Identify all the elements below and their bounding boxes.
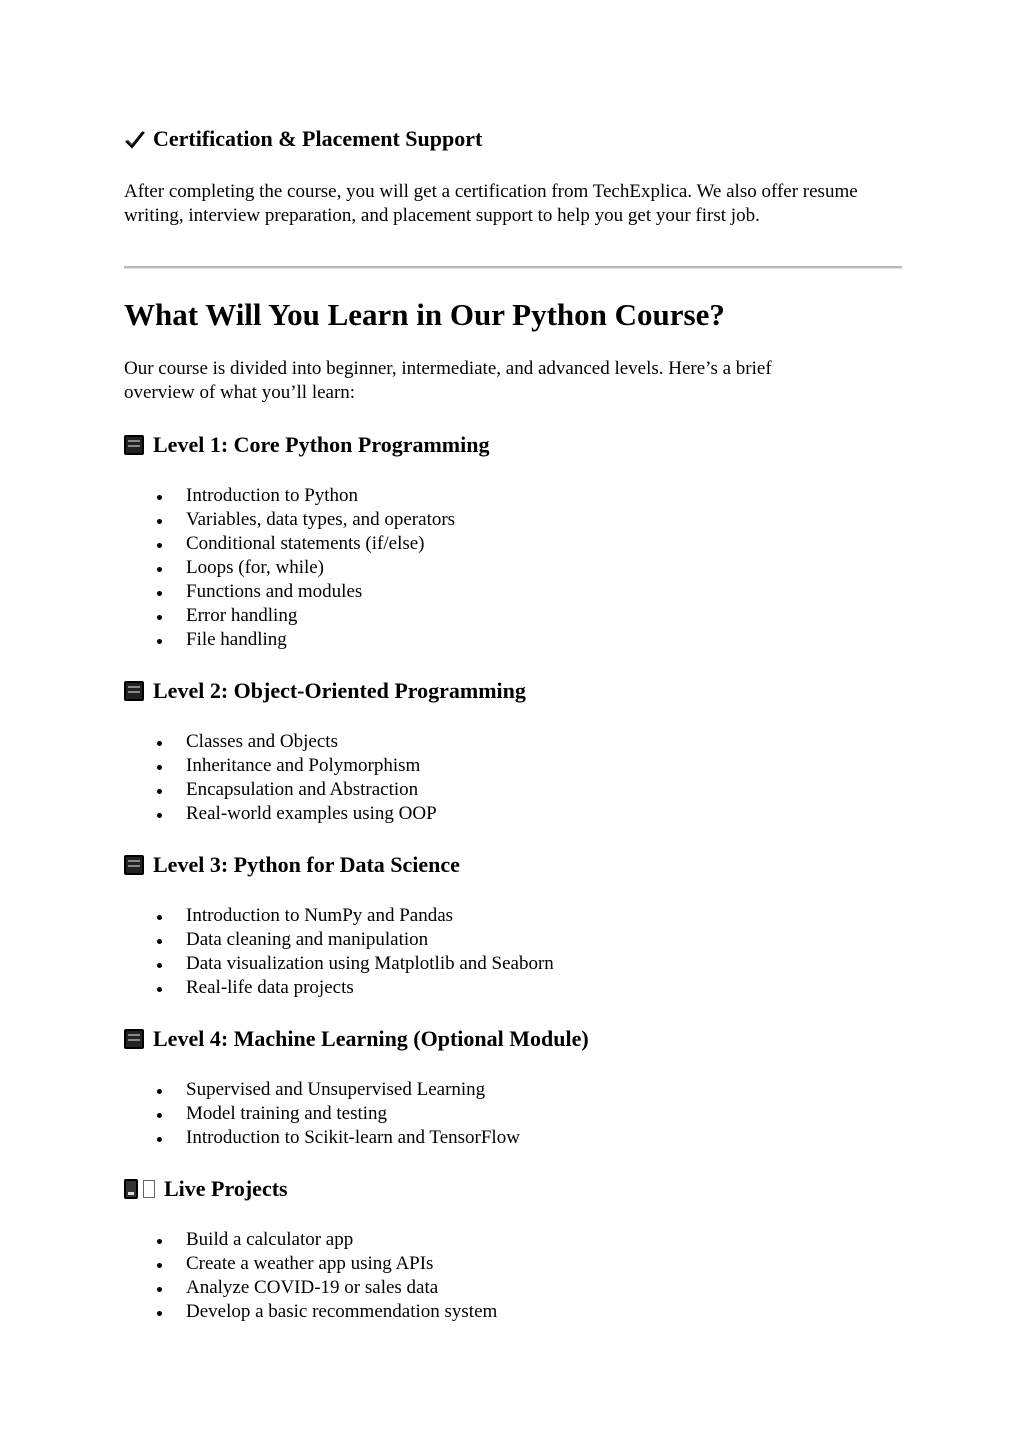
- level-4-list: [124, 1078, 520, 1150]
- book-icon: [124, 681, 144, 701]
- course-title: What Will You Learn in Our Python Course?: [124, 297, 725, 332]
- list-item: Create a weather app using APIs: [124, 1252, 497, 1276]
- list-item: Model training and testing: [124, 1102, 520, 1126]
- list-item: File handling: [124, 628, 455, 652]
- book-icon: [124, 1029, 144, 1049]
- list-item: Data cleaning and manipulation: [124, 928, 554, 952]
- level-1-list: [124, 484, 455, 652]
- course-intro: Our course is divided into beginner, intermediate, and advanced levels. Here’s a brief overview of what you’ll learn:: [124, 358, 772, 403]
- list-item: Supervised and Unsupervised Learning: [124, 1078, 520, 1102]
- projects-heading: [124, 1176, 288, 1202]
- list-item: Conditional statements (if/else): [124, 532, 455, 556]
- list-item: Introduction to Scikit-learn and TensorFlow: [124, 1126, 520, 1150]
- certification-title: Certification & Placement Support: [153, 126, 483, 151]
- check-icon: [124, 129, 144, 149]
- certification-heading: [124, 126, 482, 152]
- list-item: Error handling: [124, 604, 455, 628]
- list-item: Develop a basic recommendation system: [124, 1300, 497, 1324]
- level-3-heading: [124, 852, 460, 878]
- list-item: Introduction to Python: [124, 484, 455, 508]
- list-item: Data visualization using Matplotlib and Seaborn: [124, 952, 554, 976]
- level-4-title: Level 4: Machine Learning (Optional Module): [153, 1026, 589, 1051]
- level-1-title: Level 1: Core Python Programming: [153, 432, 490, 457]
- list-item: Inheritance and Polymorphism: [124, 754, 437, 778]
- list-item: Real-world examples using OOP: [124, 802, 437, 826]
- level-2-list: [124, 730, 437, 826]
- list-item: Classes and Objects: [124, 730, 437, 754]
- list-item: Encapsulation and Abstraction: [124, 778, 437, 802]
- list-item: Variables, data types, and operators: [124, 508, 455, 532]
- level-3-title: Level 3: Python for Data Science: [153, 852, 460, 877]
- level-2-heading: [124, 678, 526, 704]
- missing-glyph-icon: [143, 1180, 155, 1198]
- level-1-heading: [124, 432, 489, 458]
- list-item: Loops (for, while): [124, 556, 455, 580]
- list-item: Build a calculator app: [124, 1228, 497, 1252]
- level-2-title: Level 2: Object-Oriented Programming: [153, 678, 526, 703]
- book-icon: [124, 435, 144, 455]
- phone-icon: [124, 1179, 138, 1199]
- projects-list: [124, 1228, 497, 1324]
- certification-text: After completing the course, you will get a certification from TechExplica. We also offer resume writing, interview preparation, and placement support to help you get your first job.: [124, 181, 858, 226]
- level-3-list: [124, 904, 554, 1000]
- book-icon: [124, 855, 144, 875]
- section-divider: [124, 266, 902, 269]
- list-item: Analyze COVID-19 or sales data: [124, 1276, 497, 1300]
- projects-title: Live Projects: [164, 1176, 288, 1201]
- list-item: Introduction to NumPy and Pandas: [124, 904, 554, 928]
- level-4-heading: [124, 1026, 589, 1052]
- list-item: Functions and modules: [124, 580, 455, 604]
- list-item: Real-life data projects: [124, 976, 554, 1000]
